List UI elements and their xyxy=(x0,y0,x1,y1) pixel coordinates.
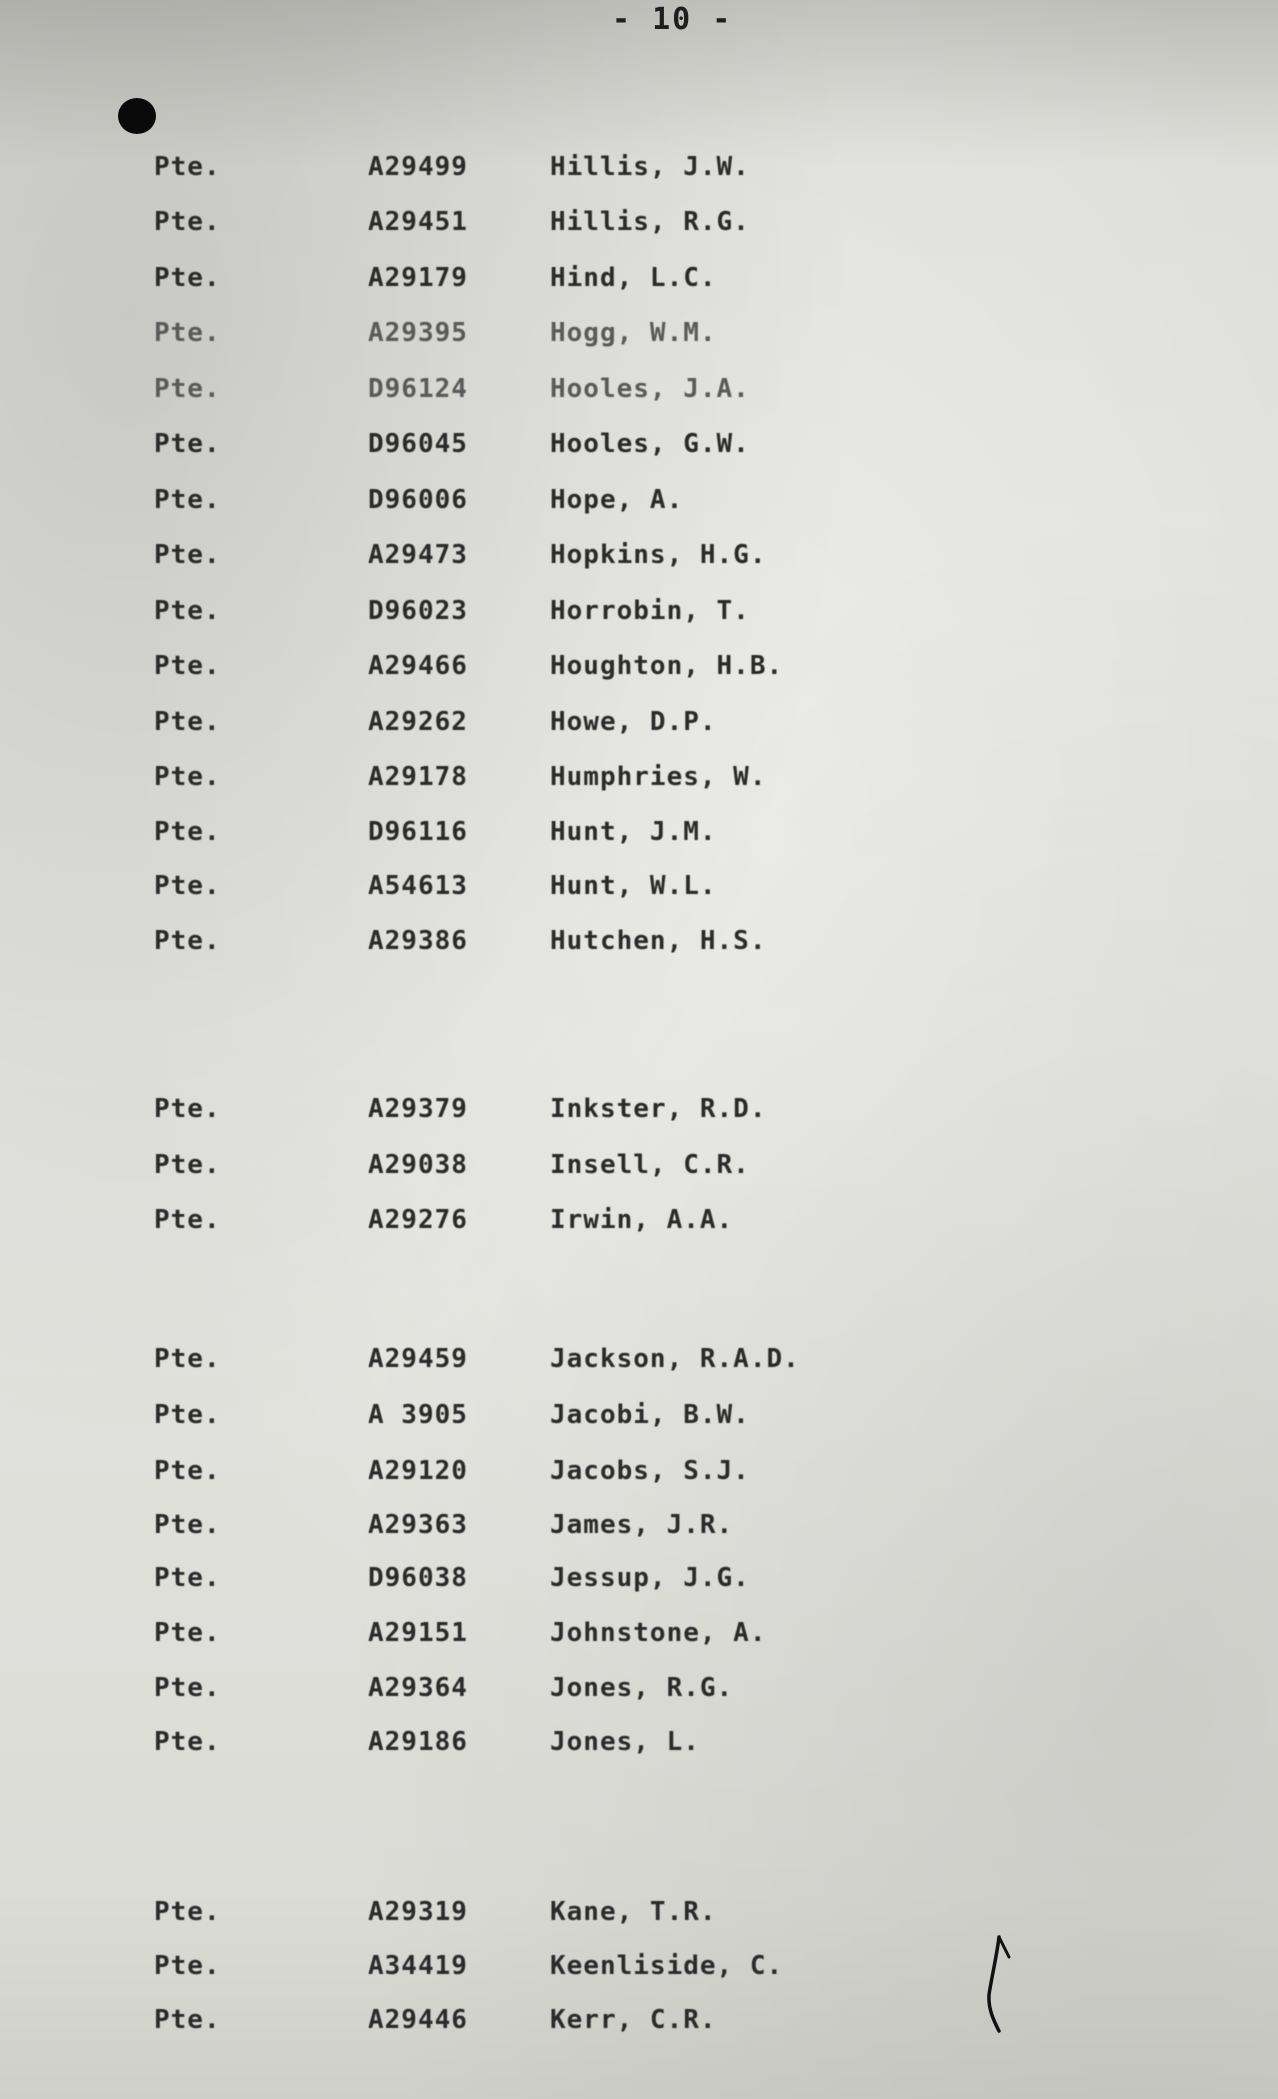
soldier-name: Jackson, R.A.D. xyxy=(550,1344,800,1374)
roll-entry xyxy=(0,1094,1278,1134)
roll-entry xyxy=(0,318,1278,358)
service-number: D96023 xyxy=(368,596,468,626)
rank: Pte. xyxy=(154,596,221,626)
rank: Pte. xyxy=(154,1673,221,1703)
rank: Pte. xyxy=(154,1400,221,1430)
roll-entry xyxy=(0,707,1278,747)
service-number: A29473 xyxy=(368,540,468,570)
roll-entry xyxy=(0,485,1278,525)
soldier-name: Hind, L.C. xyxy=(550,263,717,293)
soldier-name: Inkster, R.D. xyxy=(550,1094,767,1124)
service-number: A29386 xyxy=(368,926,468,956)
rank: Pte. xyxy=(154,1897,221,1927)
rank: Pte. xyxy=(154,1150,221,1180)
soldier-name: Jones, R.G. xyxy=(550,1673,734,1703)
service-number: A29446 xyxy=(368,2005,468,2035)
roll-entry xyxy=(0,596,1278,636)
roll-entry xyxy=(0,1150,1278,1190)
service-number: A29151 xyxy=(368,1618,468,1648)
soldier-name: Hunt, J.M. xyxy=(550,817,717,847)
roll-entry xyxy=(0,207,1278,247)
roll-entry xyxy=(0,1673,1278,1713)
soldier-name: Jacobi, B.W. xyxy=(550,1400,750,1430)
soldier-name: Houghton, H.B. xyxy=(550,651,784,681)
roll-entry xyxy=(0,1897,1278,1937)
roll-entry xyxy=(0,1727,1278,1767)
pen-check-mark xyxy=(985,1935,1015,2035)
service-number: D96124 xyxy=(368,374,468,404)
service-number: A29451 xyxy=(368,207,468,237)
rank: Pte. xyxy=(154,1951,221,1981)
roll-entry xyxy=(0,1456,1278,1496)
service-number: A29499 xyxy=(368,152,468,182)
roll-entry xyxy=(0,1618,1278,1658)
soldier-name: Jessup, J.G. xyxy=(550,1563,750,1593)
service-number: A29262 xyxy=(368,707,468,737)
soldier-name: Hogg, W.M. xyxy=(550,318,717,348)
roll-entry xyxy=(0,1344,1278,1384)
service-number: A29363 xyxy=(368,1510,468,1540)
roll-entry xyxy=(0,871,1278,911)
rank: Pte. xyxy=(154,1094,221,1124)
roll-entry xyxy=(0,1951,1278,1991)
roll-entry xyxy=(0,1205,1278,1245)
rank: Pte. xyxy=(154,651,221,681)
service-number: A29364 xyxy=(368,1673,468,1703)
service-number: A29186 xyxy=(368,1727,468,1757)
roll-entry xyxy=(0,1510,1278,1550)
service-number: A29319 xyxy=(368,1897,468,1927)
soldier-name: Kerr, C.R. xyxy=(550,2005,717,2035)
soldier-name: Hillis, J.W. xyxy=(550,152,750,182)
roll-entry xyxy=(0,2005,1278,2045)
soldier-name: Howe, D.P. xyxy=(550,707,717,737)
soldier-name: Humphries, W. xyxy=(550,762,767,792)
service-number: A34419 xyxy=(368,1951,468,1981)
soldier-name: Hope, A. xyxy=(550,485,684,515)
roll-entry xyxy=(0,429,1278,469)
roll-entry xyxy=(0,263,1278,303)
soldier-name: Hooles, J.A. xyxy=(550,374,750,404)
service-number: D96006 xyxy=(368,485,468,515)
roll-entry xyxy=(0,817,1278,857)
rank: Pte. xyxy=(154,871,221,901)
soldier-name: Hooles, G.W. xyxy=(550,429,750,459)
roll-entry xyxy=(0,1400,1278,1440)
roll-entry xyxy=(0,651,1278,691)
rank: Pte. xyxy=(154,1456,221,1486)
service-number: A29379 xyxy=(368,1094,468,1124)
soldier-name: Jones, L. xyxy=(550,1727,700,1757)
rank: Pte. xyxy=(154,1510,221,1540)
soldier-name: Irwin, A.A. xyxy=(550,1205,734,1235)
service-number: A29466 xyxy=(368,651,468,681)
rank: Pte. xyxy=(154,1727,221,1757)
rank: Pte. xyxy=(154,926,221,956)
roll-entry xyxy=(0,926,1278,966)
rank: Pte. xyxy=(154,152,221,182)
soldier-name: Kane, T.R. xyxy=(550,1897,717,1927)
rank: Pte. xyxy=(154,1205,221,1235)
soldier-name: Horrobin, T. xyxy=(550,596,750,626)
service-number: A29395 xyxy=(368,318,468,348)
soldier-name: James, J.R. xyxy=(550,1510,734,1540)
rank: Pte. xyxy=(154,2005,221,2035)
soldier-name: Hutchen, H.S. xyxy=(550,926,767,956)
service-number: A29276 xyxy=(368,1205,468,1235)
roll-entry xyxy=(0,1563,1278,1603)
roll-entry xyxy=(0,540,1278,580)
soldier-name: Jacobs, S.J. xyxy=(550,1456,750,1486)
rank: Pte. xyxy=(154,540,221,570)
service-number: A29179 xyxy=(368,263,468,293)
roll-entry xyxy=(0,152,1278,192)
page-number: - 10 - xyxy=(612,2,733,37)
rank: Pte. xyxy=(154,207,221,237)
soldier-name: Keenliside, C. xyxy=(550,1951,784,1981)
soldier-name: Hunt, W.L. xyxy=(550,871,717,901)
rank: Pte. xyxy=(154,1618,221,1648)
punch-hole xyxy=(118,98,156,134)
rank: Pte. xyxy=(154,1563,221,1593)
rank: Pte. xyxy=(154,762,221,792)
rank: Pte. xyxy=(154,263,221,293)
service-number: D96045 xyxy=(368,429,468,459)
roll-entry xyxy=(0,762,1278,802)
service-number: A29178 xyxy=(368,762,468,792)
soldier-name: Hillis, R.G. xyxy=(550,207,750,237)
service-number: D96116 xyxy=(368,817,468,847)
roll-entry xyxy=(0,374,1278,414)
service-number: A29120 xyxy=(368,1456,468,1486)
service-number: A 3905 xyxy=(368,1400,468,1430)
rank: Pte. xyxy=(154,1344,221,1374)
service-number: D96038 xyxy=(368,1563,468,1593)
service-number: A54613 xyxy=(368,871,468,901)
soldier-name: Insell, C.R. xyxy=(550,1150,750,1180)
service-number: A29459 xyxy=(368,1344,468,1374)
soldier-name: Johnstone, A. xyxy=(550,1618,767,1648)
rank: Pte. xyxy=(154,318,221,348)
service-number: A29038 xyxy=(368,1150,468,1180)
soldier-name: Hopkins, H.G. xyxy=(550,540,767,570)
rank: Pte. xyxy=(154,817,221,847)
rank: Pte. xyxy=(154,485,221,515)
rank: Pte. xyxy=(154,429,221,459)
rank: Pte. xyxy=(154,707,221,737)
rank: Pte. xyxy=(154,374,221,404)
